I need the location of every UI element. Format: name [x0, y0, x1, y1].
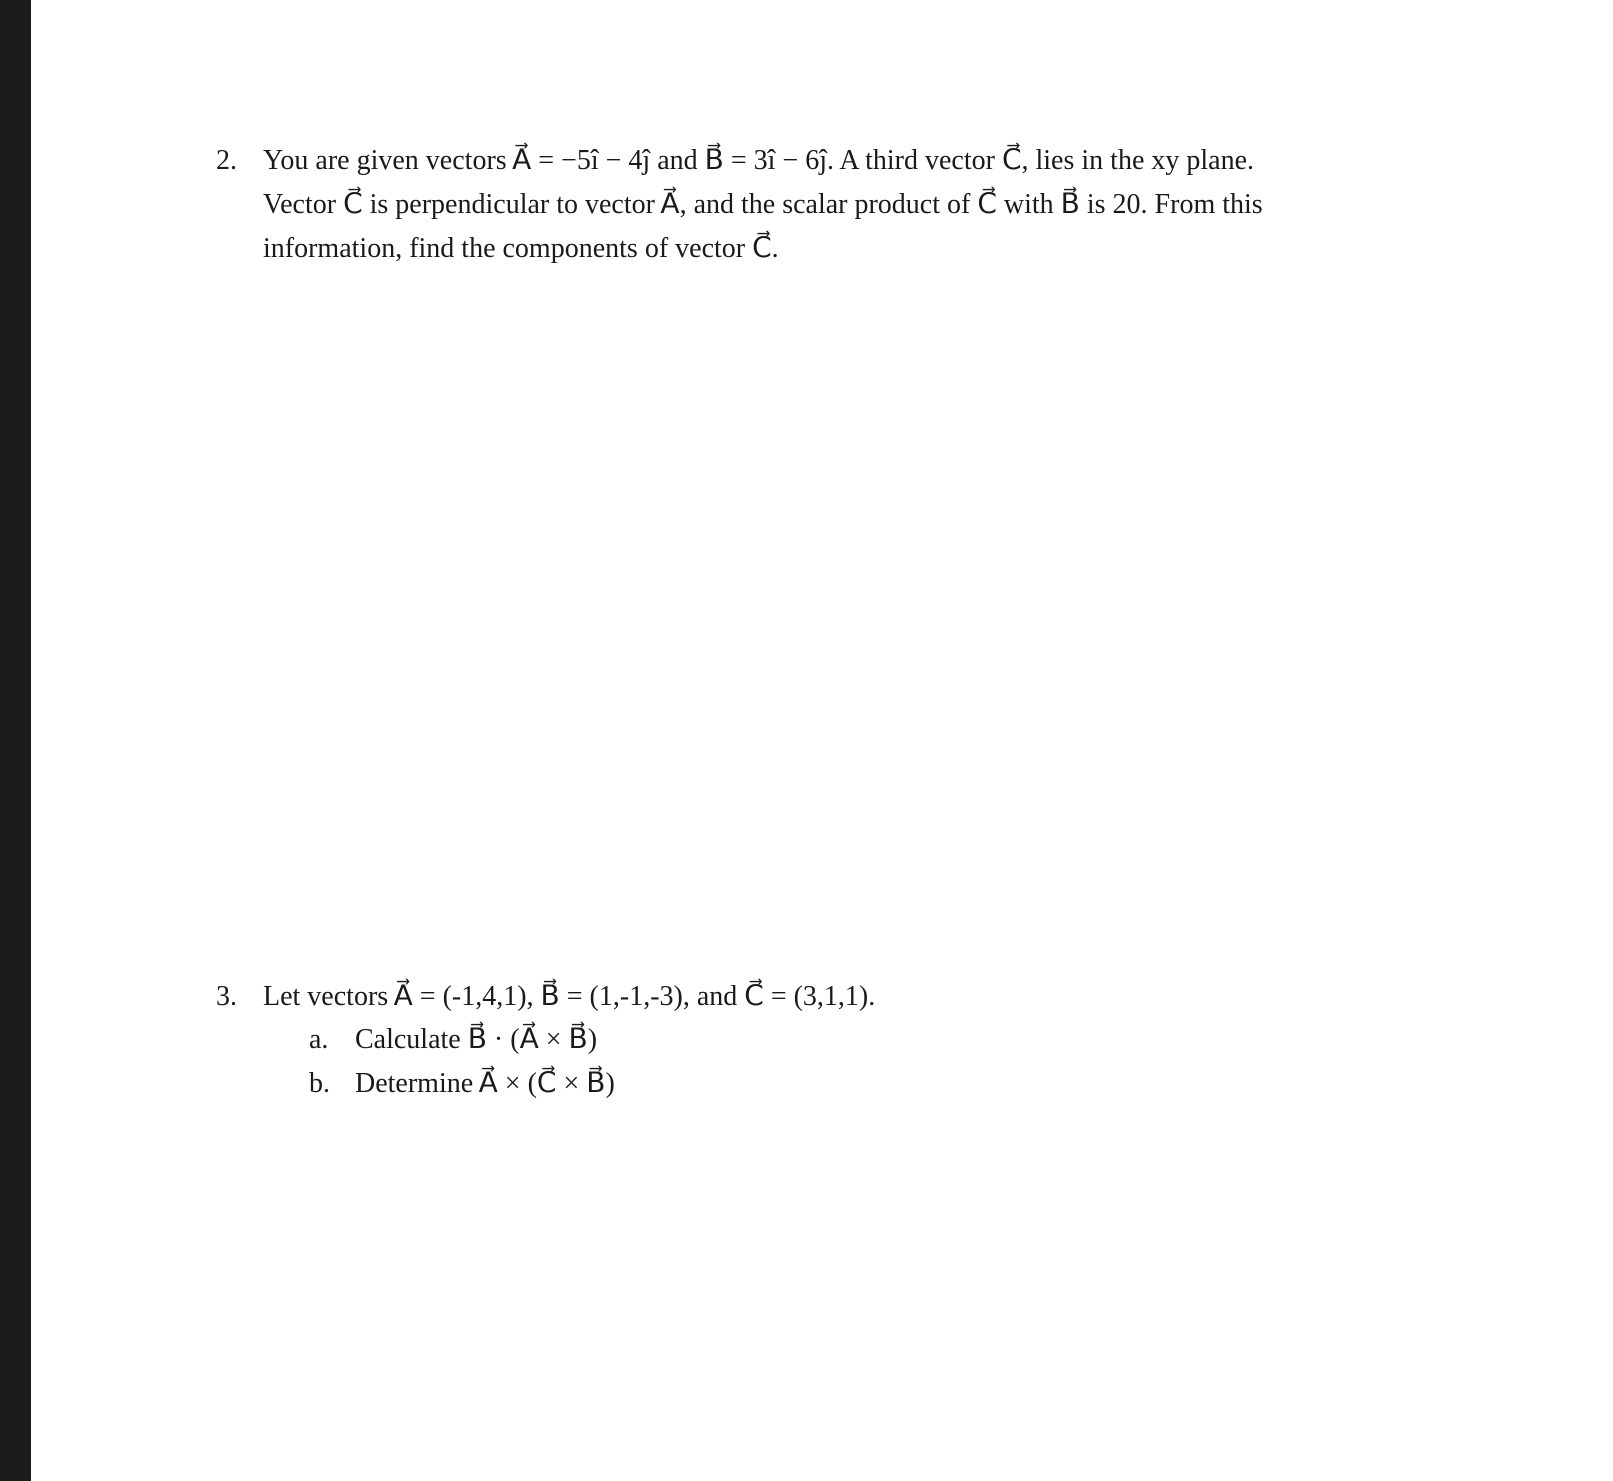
problem-2-line-2: Vector C⃗ is perpendicular to vector A⃗, and the scalar product of C⃗ with B⃗ is 20. From this — [263, 189, 1263, 220]
problem-2 — [216, 139, 1416, 279]
problem-3-intro — [263, 975, 875, 1019]
problem-2-number: 2. — [216, 145, 237, 176]
problem-3-intro-text: Let vectors A⃗ = (-1,4,1), B⃗ = (1,-1,-3), and C⃗ = (3,1,1). — [263, 981, 876, 1012]
part-b-label: b. — [309, 1068, 330, 1099]
problem-2-text — [263, 139, 1263, 271]
viewer-left-bar — [0, 0, 31, 1481]
problem-3 — [216, 975, 1116, 1115]
problem-2-line-3: information, find the components of vector C⃗. — [263, 233, 779, 264]
problem-3-number: 3. — [216, 981, 237, 1012]
document-page — [31, 0, 1613, 1481]
part-a-text: Calculate B⃗ · (A⃗ × B⃗) — [355, 1024, 598, 1055]
problem-3-part-b — [309, 1062, 615, 1106]
problem-3-part-a — [309, 1018, 597, 1062]
part-b-text: Determine A⃗ × (C⃗ × B⃗) — [355, 1068, 615, 1099]
problem-2-line-1: You are given vectors A⃗ = −5î − 4ĵ and B⃗ = 3î − 6ĵ. A third vector C⃗, lies in the xy plane. — [263, 145, 1255, 176]
part-a-label: a. — [309, 1024, 329, 1055]
